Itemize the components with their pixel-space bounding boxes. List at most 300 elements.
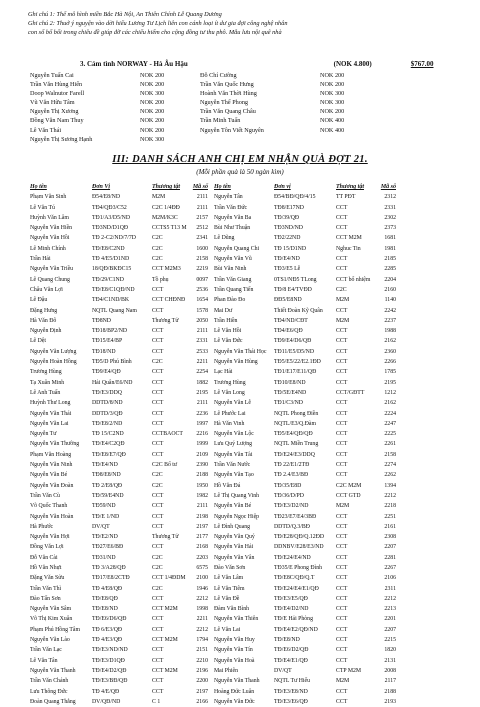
header-name: Họ tên	[30, 184, 47, 190]
cell-unit: TĐ31/ND	[92, 554, 116, 561]
table-row	[30, 573, 476, 583]
cell-injury-2: CCT	[336, 214, 348, 221]
cell-code: 2188	[196, 472, 208, 479]
donor-name-left: Nguyễn Thị Xương	[30, 108, 79, 116]
cell-injury: CCT	[152, 328, 164, 335]
cell-unit: TĐ/E8/2/ND	[92, 420, 123, 427]
cell-name: Đào Tấn Sơn	[30, 595, 61, 602]
cell-unit: TĐ8/E8/ND	[92, 472, 121, 479]
section3-donor-list	[30, 71, 470, 144]
cell-unit: TĐ27/E6/BĐ	[92, 544, 124, 551]
cell-unit: TĐ15/E4/BP	[92, 338, 123, 345]
cell-injury: Thương Tử	[152, 317, 179, 324]
donor-amount-left: NOK 200	[140, 72, 165, 79]
table-row	[30, 450, 476, 460]
cell-injury-2: CCT	[336, 616, 348, 623]
table-row	[30, 429, 476, 439]
cell-name: Phạm Phú Hồng Tâm	[30, 626, 80, 633]
cell-unit: TĐ 15/C2ND	[92, 431, 124, 438]
donor-amount-left: NOK 300	[140, 135, 165, 143]
cell-unit: DDTD/3/QĐ	[92, 410, 123, 417]
cell-unit: TĐ4/QĐ3/C52	[92, 204, 127, 211]
cell-code: 2212	[196, 626, 208, 633]
cell-unit-2: TĐ8/E17ND	[274, 204, 304, 211]
cell-name-2: Lê Văn Đề	[214, 595, 240, 602]
cell-code-2: 2311	[384, 585, 396, 592]
cell-injury: CCT	[152, 626, 164, 633]
cell-code-2: 2213	[384, 606, 396, 613]
cell-injury: C2C	[152, 359, 163, 366]
cell-injury: M2M/K3C	[152, 214, 178, 221]
cell-unit: TĐ8ND	[92, 317, 111, 324]
cell-name: Trần Văn Chánh	[30, 678, 69, 685]
cell-name: Trần Văn Cù	[30, 492, 60, 499]
donor-amount-left: NOK 300	[140, 90, 165, 98]
cell-name-2: Mai Phiên	[214, 667, 238, 674]
cell-code: 1794	[196, 637, 208, 644]
table-row	[30, 470, 476, 480]
cell-code: 2111	[196, 204, 208, 211]
cell-unit: TĐ/E8/C1QĐ/ND	[92, 286, 135, 293]
cell-name-2: Nguyễn Văn Hùng	[214, 359, 258, 366]
cell-unit-2: Thiết Đoàn Kỹ Quân	[274, 307, 323, 314]
cell-injury-2: CCT GTD	[336, 492, 361, 499]
cell-injury: CCT	[152, 307, 164, 314]
cell-name: Nguyễn Văn Hiền	[30, 225, 73, 232]
cell-name: Hồ Văn Nhựt	[30, 564, 62, 571]
table-row	[30, 295, 476, 305]
cell-unit: DV/QT	[92, 523, 110, 530]
cell-unit: NQTL Quang Nam	[92, 307, 137, 314]
cell-name-2: Nguyễn Văn Đức	[214, 698, 255, 705]
cell-name: Lê Dệt	[30, 338, 46, 345]
table-row	[30, 532, 476, 542]
cell-unit: TĐ17/E8/2CTĐ	[92, 575, 130, 582]
donor-amount-right: NOK 200	[320, 81, 345, 89]
note-line-3: con số bố bối trong chiêu đề giúp đỡ các chiếu hiếm cho cộng đồng tư thu phô. Mẫu lưu nội quê nhà	[28, 29, 282, 36]
cell-name: Nguyễn Văn Lai	[30, 420, 69, 427]
cell-unit-2: 0TS1/NĐ5 TLong	[274, 276, 317, 283]
cell-name: Huỳnh Văn Lâm	[30, 214, 69, 221]
header-injury-2: Thương tật	[336, 184, 364, 190]
cell-name-2: Nguyễn Văn Lễ	[214, 400, 251, 407]
cell-code: 2331	[196, 338, 208, 345]
cell-injury-2: CCT M2M	[336, 235, 362, 242]
cell-name-2: Bùi Như Thuận	[214, 225, 251, 232]
donor-name-left: Nguyễn Tuấn Cai	[30, 72, 74, 79]
table-row	[30, 656, 476, 666]
donor-name-left: Trần Văn Hùng Hiến	[30, 81, 83, 89]
cell-injury: CCT	[152, 369, 164, 376]
cell-name-2: Trần Hiền	[214, 317, 238, 324]
cell-unit-2: TĐ 22/E1/2TĐ	[274, 462, 310, 469]
cell-name-2: Trần Văn Giang	[214, 276, 252, 283]
cell-unit-2: DV/QT	[274, 667, 292, 674]
cell-unit-2: TĐ 15/D1ND	[274, 245, 307, 252]
cell-name: Trần Hải	[30, 256, 51, 263]
cell-code-2: 2247	[384, 420, 396, 427]
cell-code: 2157	[196, 214, 208, 221]
donor-row	[30, 116, 470, 125]
cell-unit-2: TĐ/E24/E4/E1/QĐ	[274, 585, 319, 592]
table-row	[30, 223, 476, 233]
cell-code-2: 2162	[384, 338, 396, 345]
cell-injury-2: CCT	[336, 647, 348, 654]
cell-unit-2: TĐ4/E6/QĐ	[274, 328, 303, 335]
header-code: Mã số	[192, 184, 208, 190]
donor-name-right	[200, 135, 320, 144]
cell-injury: CCT	[152, 400, 164, 407]
cell-name: Đặng Văn Sửu	[30, 575, 65, 582]
table-row	[30, 306, 476, 316]
donor-amount-right	[320, 135, 380, 144]
cell-name: Nguyễn Văn Thái	[30, 410, 72, 417]
header-code-2: Mã số	[380, 184, 396, 190]
cell-code-2: 2218	[384, 503, 396, 510]
cell-injury: C2C	[152, 554, 163, 561]
cell-unit: TĐ 6/E3/QĐ	[92, 626, 123, 633]
cell-code: 1654	[196, 297, 208, 304]
cell-code: 2111	[196, 503, 208, 510]
cell-injury-2: CCT	[336, 328, 348, 335]
cell-injury: CCT	[152, 441, 164, 448]
cell-name-2: Nguyễn Ngọc Hiệp	[214, 513, 260, 520]
cell-code: 2197	[196, 688, 208, 695]
cell-injury-2: CCT	[336, 564, 348, 571]
table-row	[30, 676, 476, 686]
cell-name-2: Nguyễn Văn Bé	[214, 503, 252, 510]
cell-name-2: Nguyễn Tân	[214, 194, 243, 201]
cell-name-2: Lê Văn Long	[214, 389, 245, 396]
cell-unit: TĐ/E2/ND	[92, 534, 118, 541]
cell-injury: CCT	[152, 420, 164, 427]
cell-unit-2: TĐ/E24/E4/ND	[274, 554, 311, 561]
table-row	[30, 285, 476, 295]
cell-name: Phạm Văn Sinh	[30, 194, 67, 201]
cell-code-2: 2212	[384, 595, 396, 602]
cell-unit: TĐ 2/E8/QĐ	[92, 482, 123, 489]
cell-name-2: Nguyễn Văn Vũ	[214, 256, 252, 263]
cell-code-2: 2207	[384, 544, 396, 551]
donor-name-left: Đồng Văn Nam Thuy	[30, 117, 84, 125]
header-unit-2: Đơn vị	[274, 184, 291, 190]
cell-injury: CCT	[152, 544, 164, 551]
cell-injury: Tồ phụ	[152, 276, 169, 283]
cell-name: Trần Văn Lạc	[30, 647, 62, 654]
cell-injury: CCT	[152, 616, 164, 623]
cell-injury: CCT	[152, 348, 164, 355]
cell-injury: CCT M2M3	[152, 266, 181, 273]
cell-name: Nguyễn Văn Thường	[30, 441, 80, 448]
cell-unit-2: NQTL Tư Hiếu	[274, 678, 310, 685]
cell-unit-2: TĐ/E3/E8/ND	[274, 688, 308, 695]
cell-name-2: Lưu Quý Lượng	[214, 441, 253, 448]
cell-code: 2198	[196, 513, 208, 520]
cell-name-2: Đào Văn Sơn	[214, 564, 246, 571]
donor-name-right: Trần Văn Quang Châu	[200, 108, 256, 116]
donor-row	[30, 107, 470, 116]
cell-injury: CCT	[152, 678, 164, 685]
donor-name-left: Doop Walnutor Farell	[30, 90, 85, 98]
cell-unit: TĐ59/ND	[92, 503, 116, 510]
donor-name-right: Trần Minh Tuấn	[200, 117, 241, 125]
cell-code: 1946	[196, 585, 208, 592]
cell-injury: C2C	[152, 585, 163, 592]
cell-code-2: 2215	[384, 637, 396, 644]
cell-code-2: 2188	[384, 688, 396, 695]
table-row	[30, 501, 476, 511]
cell-unit-2: NQTL/E3/Q.Đàm	[274, 420, 317, 427]
cell-injury: CCT	[152, 595, 164, 602]
cell-injury-2: CCT	[336, 554, 348, 561]
cell-injury-2: M2M	[336, 678, 350, 685]
note-line-2: Ghi chú 2: Thuở ý nguyện vào dời hiếu Lương Tư Lịch liên con cánh loại ít dư gia đợi công nghệ nhân	[28, 20, 288, 27]
cell-injury: CCT	[152, 503, 164, 510]
donor-amount-right: NOK 200	[320, 72, 345, 79]
table-row	[30, 264, 476, 274]
cell-injury: C2C	[152, 472, 163, 479]
cell-name-2: Lê Văn Lai	[214, 626, 241, 633]
cell-unit: TĐ 4/E3/QĐ	[92, 637, 123, 644]
cell-injury-2: CCT	[336, 513, 348, 520]
cell-code: 2109	[196, 451, 208, 458]
cell-name: Huỳnh Thư Long	[30, 400, 71, 407]
cell-unit: TĐ/E4/C2QĐ	[92, 441, 125, 448]
cell-name: Võ Quốc Thanh	[30, 503, 68, 510]
table-row	[30, 687, 476, 697]
donor-row	[30, 98, 470, 107]
cell-name: Tạ Xuân Minh	[30, 379, 65, 386]
cell-injury-2: CCT	[336, 441, 348, 448]
cell-code-2: 2106	[384, 575, 396, 582]
table-row	[30, 233, 476, 243]
cell-unit-2: TĐ/E4/D2/ND	[274, 606, 309, 613]
cell-unit-2: TĐ/E28/QĐ/Q.12ĐD	[274, 534, 325, 541]
cell-code: 2151	[196, 647, 208, 654]
table-row	[30, 553, 476, 563]
cell-code: 2203	[196, 554, 208, 561]
table-row	[30, 213, 476, 223]
donor-amount-left: NOK 200	[140, 81, 165, 89]
cell-name-2: Nguyễn Văn Tài	[214, 451, 253, 458]
cell-unit: TĐ 4/E8/QĐ	[92, 585, 123, 592]
cell-code: 2158	[196, 256, 208, 263]
cell-unit: TĐ/E3/ND/ND	[92, 647, 128, 654]
cell-code-2: 2266	[384, 359, 396, 366]
notes	[28, 10, 458, 37]
cell-code: 2196	[196, 667, 208, 674]
cell-name: Lê Văn Tú	[30, 204, 55, 211]
cell-code: 2210	[196, 657, 208, 664]
cell-injury: CCT	[152, 389, 164, 396]
table-row	[30, 697, 476, 707]
cell-injury: CCT	[152, 647, 164, 654]
cell-name: Nguyễn Văn Sâm	[30, 606, 72, 613]
table-row	[30, 604, 476, 614]
cell-code: 2111	[196, 194, 208, 201]
cell-name: Hà Văn Đô	[30, 317, 57, 324]
cell-code-2: 2261	[384, 441, 396, 448]
cell-code: 2216	[196, 431, 208, 438]
cell-name-2: Hoàng Đức Luân	[214, 688, 255, 695]
cell-unit-2: TĐ11/E5/D5/ND	[274, 348, 315, 355]
cell-injury: C2C	[152, 564, 163, 571]
cell-code-2: 2302	[384, 214, 396, 221]
cell-unit-2: TĐ 2.4/E3/BĐ	[274, 472, 309, 479]
cell-unit-2: TĐ/E3/E6/QĐ	[274, 698, 308, 705]
cell-name-2: Phan Đào Đo	[214, 297, 246, 304]
cell-name-2: Lê Văn Tiêm	[214, 585, 245, 592]
cell-name-2: Lê Phước Lai	[214, 410, 246, 417]
cell-name-2: Nguyễn Văn Thiên	[214, 616, 259, 623]
cell-unit-2: TĐ3/E5 Lễ	[274, 266, 301, 273]
donor-name-right: Đỗ Chí Cường	[200, 72, 237, 79]
cell-unit: TĐ/29/C1ND	[92, 276, 124, 283]
cell-code: 2390	[196, 462, 208, 469]
cell-unit: 18/QĐ/BKĐC15	[92, 266, 132, 273]
cell-code: 2195	[196, 389, 208, 396]
cell-name-2: Nguyễn Văn Tạo	[214, 472, 254, 479]
cell-code: 6575	[196, 564, 208, 571]
cell-code-2: 2237	[384, 317, 396, 324]
cell-unit-2: TĐ1/C3/ND	[274, 400, 303, 407]
cell-unit-2: TĐ2/22ND	[274, 235, 301, 242]
table-row	[30, 378, 476, 388]
cell-code-2: 2224	[384, 410, 396, 417]
cell-injury-2: Nghuc Tin	[336, 245, 361, 252]
cell-code-2: 2274	[384, 462, 396, 469]
cell-unit-2: TĐ5/E4/QĐ/QĐ	[274, 431, 313, 438]
cell-unit: TĐ/E8/C2ND	[92, 245, 125, 252]
cell-name-2: Hồ Văn Đá	[214, 482, 241, 489]
cell-code-2: 2331	[384, 204, 396, 211]
donor-amount-left: NOK 200	[140, 117, 165, 125]
cell-unit: TĐ18/BP2/ND	[92, 328, 128, 335]
cell-injury: C2C Bổ tư	[152, 462, 178, 469]
cell-name-2: Trương Hùng	[214, 379, 246, 386]
cell-injury-2: CCT	[336, 462, 348, 469]
cell-code: 1882	[196, 379, 208, 386]
table-row	[30, 522, 476, 532]
section3-heading-total: $767.00	[410, 60, 434, 68]
cell-code: 1999	[196, 441, 208, 448]
cell-injury-2: CCT	[336, 698, 348, 705]
cell-injury-2: CCT/GĐTT	[336, 389, 365, 396]
cell-name-2: Lạc Hải	[214, 369, 233, 376]
table-row	[30, 316, 476, 326]
cell-unit: TĐ/E3/DDQ	[92, 389, 122, 396]
cell-name-2: Đàm Văn Bình	[214, 606, 249, 613]
table-row	[30, 491, 476, 501]
cell-name-2: Nguyễn Quang Chi	[214, 245, 260, 252]
cell-name-2: Nguyễn Văn Huy	[214, 637, 255, 644]
cell-unit: TĐ 4/E5/D1ND	[92, 256, 130, 263]
cell-injury-2: CCT	[336, 595, 348, 602]
cell-code-2: 2373	[384, 225, 396, 232]
cell-injury-2: C2C	[336, 286, 347, 293]
table-row	[30, 203, 476, 213]
donor-amount-right: NOK 400	[320, 126, 345, 134]
cell-name: Lê Minh Chính	[30, 245, 66, 252]
cell-injury-2: CCT	[336, 379, 348, 386]
cell-name: Đặng Hưng	[30, 307, 58, 314]
cell-unit: TĐ 2-C2/ND/7/7D	[92, 235, 136, 242]
cell-name: Hà Phước	[30, 523, 54, 530]
cell-code-2: 2285	[384, 266, 396, 273]
donor-name-right: Hoành Văn Thời Hùng	[200, 90, 257, 98]
cell-injury: CCT 1/4ĐDM	[152, 575, 186, 582]
table-row	[30, 542, 476, 552]
cell-name: Nguyễn Văn Lượng	[30, 348, 77, 355]
cell-name-2: Nguyễn Văn Lộc	[214, 431, 254, 438]
cell-name: Lê Đậu	[30, 297, 48, 304]
table-row	[30, 635, 476, 645]
donor-row	[30, 135, 470, 144]
cell-name: Nguyễn Văn Thanh	[30, 667, 76, 674]
cell-injury-2: CCT	[336, 348, 348, 355]
cell-name: Nguyễn Văn Ninh	[30, 462, 73, 469]
cell-injury: CCTS5 T13 M	[152, 225, 187, 232]
cell-code: 2111	[196, 400, 208, 407]
cell-code-2: 2312	[384, 194, 396, 201]
cell-injury: CCT CHĐNĐ	[152, 297, 186, 304]
cell-code-2: 2117	[384, 678, 396, 685]
cell-injury-2: M2M	[336, 503, 350, 510]
cell-unit: TĐ/E3/BĐ/QĐ	[92, 678, 128, 685]
header-unit: Đơn Vị	[92, 184, 111, 190]
cell-unit-2: TĐ/39/QĐ	[274, 214, 300, 221]
table-row	[30, 347, 476, 357]
cell-unit-2: TĐ/E8C/QĐ/Q.T	[274, 575, 315, 582]
cell-code-2: 2008	[384, 667, 396, 674]
cell-unit-2: TĐ/E3/E5/QĐ	[274, 595, 308, 602]
cell-code: 2512	[196, 225, 208, 232]
cell-name-2: Hà Văn Vinh	[214, 420, 245, 427]
cell-unit-2: Đ54/BĐ/QĐ/4/15	[274, 194, 316, 201]
cell-name-2: Mai Dư	[214, 307, 233, 314]
cell-code-2: 2212	[384, 492, 396, 499]
cell-name-2: Lê Văn Hồi	[214, 328, 242, 335]
cell-code: 0097	[196, 276, 208, 283]
cell-code: 2254	[196, 369, 208, 376]
table-header	[30, 182, 476, 192]
cell-injury-2: C2C M2M	[336, 482, 362, 489]
cell-name: Nguyễn Văn Hoàn	[30, 513, 74, 520]
cell-injury: C 1	[152, 698, 161, 705]
cell-injury: CCT	[152, 513, 164, 520]
cell-injury-2: CCT	[336, 451, 348, 458]
cell-code-2: 1212	[384, 389, 396, 396]
cell-injury-2: CCT	[336, 626, 348, 633]
cell-code: 2219	[196, 266, 208, 273]
cell-name-2: Nguyễn Văn Ba	[214, 214, 252, 221]
cell-unit: TĐ/E8/QĐ	[92, 595, 118, 602]
cell-unit: TĐ 3/A28/QĐ	[92, 564, 126, 571]
donor-row	[30, 71, 470, 80]
cell-injury-2: CCT	[336, 204, 348, 211]
donor-amount-right: NOK 300	[320, 99, 345, 107]
cell-unit-2: TĐ/E24/E3/DDQ	[274, 451, 315, 458]
cell-name: Nguyễn Định	[30, 328, 62, 335]
cell-unit-2: TĐ1/E17/E11/QĐ	[274, 369, 317, 376]
cell-unit: DDTD/8/ND	[92, 400, 123, 407]
cell-injury-2: CCT	[336, 369, 348, 376]
cell-code-2: 1988	[384, 328, 396, 335]
cell-code: 2212	[196, 595, 208, 602]
cell-name: Nguyễn Văn Triều	[30, 266, 74, 273]
note-line-1: Ghi chú 1: Thể mô hình miền Bắc Hà Nội, An Thiên Chính Lễ Quang Dương	[28, 11, 222, 18]
cell-code: 1997	[196, 420, 208, 427]
